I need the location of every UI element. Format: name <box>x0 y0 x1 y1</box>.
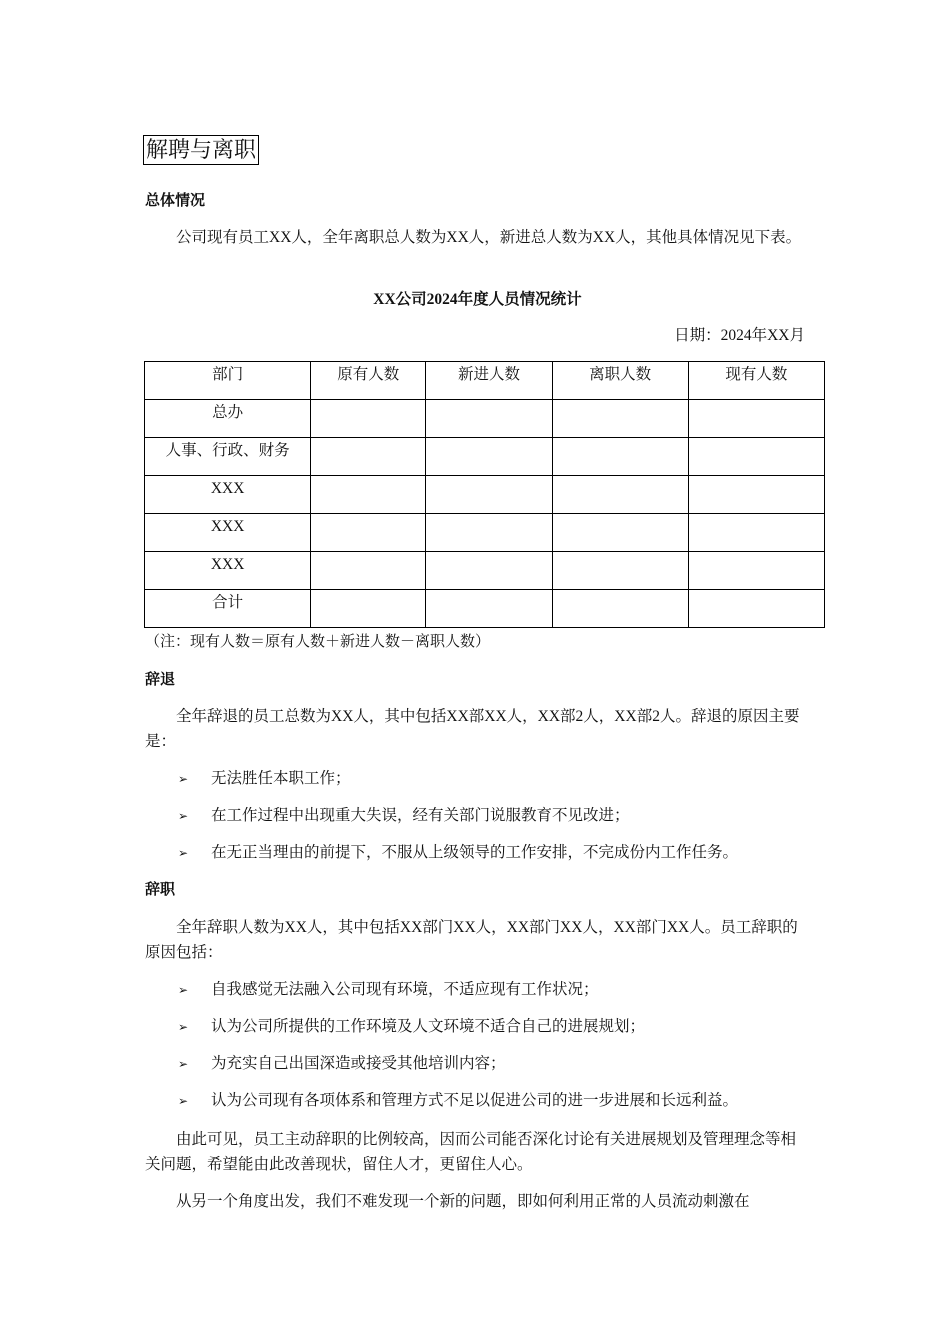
resignation-paragraph: 全年辞职人数为XX人，其中包括XX部门XX人，XX部门XX人，XX部门XX人。员工辞职的原因包括： <box>145 919 798 961</box>
table-cell <box>426 590 552 628</box>
table-cell <box>426 400 552 438</box>
table-cell <box>426 552 552 590</box>
table-cell <box>426 438 552 476</box>
staff-statistics-table <box>144 361 825 628</box>
table-cell-department: XXX <box>145 514 311 552</box>
table-header-cell: 离职人数 <box>552 362 688 400</box>
table-cell <box>552 438 688 476</box>
table-row <box>145 438 825 476</box>
table-cell <box>311 514 426 552</box>
conclusion-paragraph-continued: 从另一个角度出发，我们不难发现一个新的问题，即如何利用正常的人员流动刺激在 <box>176 1193 750 1210</box>
list-item <box>178 1016 645 1038</box>
table-cell-department: 合计 <box>145 590 311 628</box>
list-item <box>178 979 599 1001</box>
table-cell <box>688 400 824 438</box>
list-item-text: 为充实自己出国深造或接受其他培训内容； <box>211 1055 506 1072</box>
page-title: 解聘与离职 <box>143 135 259 165</box>
arrow-bullet-icon: ➢ <box>178 809 189 823</box>
table-row <box>145 552 825 590</box>
arrow-bullet-icon: ➢ <box>178 846 189 860</box>
table-cell <box>552 552 688 590</box>
arrow-bullet-icon: ➢ <box>178 1094 189 1108</box>
table-cell <box>688 476 824 514</box>
table-cell-department: XXX <box>145 552 311 590</box>
table-date: 日期：2024年XX月 <box>674 327 805 344</box>
overview-heading: 总体情况 <box>145 193 206 209</box>
table-header-row <box>145 362 825 400</box>
table-cell <box>311 438 426 476</box>
arrow-bullet-icon: ➢ <box>178 983 189 997</box>
table-header-cell: 新进人数 <box>426 362 552 400</box>
arrow-bullet-icon: ➢ <box>178 1057 189 1071</box>
table-row <box>145 400 825 438</box>
table-cell <box>688 438 824 476</box>
dismissal-heading: 辞退 <box>145 672 176 688</box>
table-header-cell: 现有人数 <box>688 362 824 400</box>
table-row <box>145 514 825 552</box>
table-cell <box>688 590 824 628</box>
table-caption: XX公司2024年度人员情况统计 <box>373 291 582 308</box>
table-cell <box>311 400 426 438</box>
table-cell <box>552 476 688 514</box>
dismissal-paragraph: 全年辞退的员工总数为XX人，其中包括XX部XX人，XX部2人，XX部2人。辞退的原因主要是： <box>145 708 800 750</box>
table-cell <box>311 552 426 590</box>
table-cell <box>426 476 552 514</box>
resignation-heading: 辞职 <box>145 882 176 898</box>
table-cell <box>426 514 552 552</box>
list-item-text: 在工作过程中出现重大失误，经有关部门说服教育不见改进； <box>211 807 630 824</box>
table-cell-department: XXX <box>145 476 311 514</box>
overview-paragraph: 公司现有员工XX人，全年离职总人数为XX人，新进总人数为XX人，其他具体情况见下表。 <box>176 229 802 246</box>
list-item <box>178 768 351 790</box>
table-header-cell: 部门 <box>145 362 311 400</box>
list-item-text: 无法胜任本职工作； <box>211 770 351 787</box>
table-cell <box>688 552 824 590</box>
table-cell <box>552 400 688 438</box>
table-total-row <box>145 590 825 628</box>
table-header-cell: 原有人数 <box>311 362 426 400</box>
arrow-bullet-icon: ➢ <box>178 772 189 786</box>
list-item <box>178 1090 738 1112</box>
table-row <box>145 476 825 514</box>
table-cell-department: 总办 <box>145 400 311 438</box>
list-item <box>178 805 630 827</box>
table-cell-department: 人事、行政、财务 <box>145 438 311 476</box>
list-item <box>178 1053 506 1075</box>
list-item-text: 认为公司所提供的工作环境及人文环境不适合自己的进展规划； <box>211 1018 646 1035</box>
list-item-text: 在无正当理由的前提下，不服从上级领导的工作安排，不完成份内工作任务。 <box>211 844 739 861</box>
table-cell <box>552 590 688 628</box>
list-item-text: 认为公司现有各项体系和管理方式不足以促进公司的进一步进展和长远利益。 <box>211 1092 739 1109</box>
table-cell <box>311 476 426 514</box>
table-cell <box>311 590 426 628</box>
table-cell <box>688 514 824 552</box>
table-note: （注：现有人数＝原有人数＋新进人数－离职人数） <box>145 634 491 650</box>
conclusion-paragraph: 由此可见，员工主动辞职的比例较高，因而公司能否深化讨论有关进展规划及管理理念等相关问题，希望能由此改善现状，留住人才，更留住人心。 <box>145 1131 797 1173</box>
table-cell <box>552 514 688 552</box>
arrow-bullet-icon: ➢ <box>178 1020 189 1034</box>
list-item-text: 自我感觉无法融入公司现有环境，不适应现有工作状况； <box>211 981 599 998</box>
list-item <box>178 842 738 864</box>
